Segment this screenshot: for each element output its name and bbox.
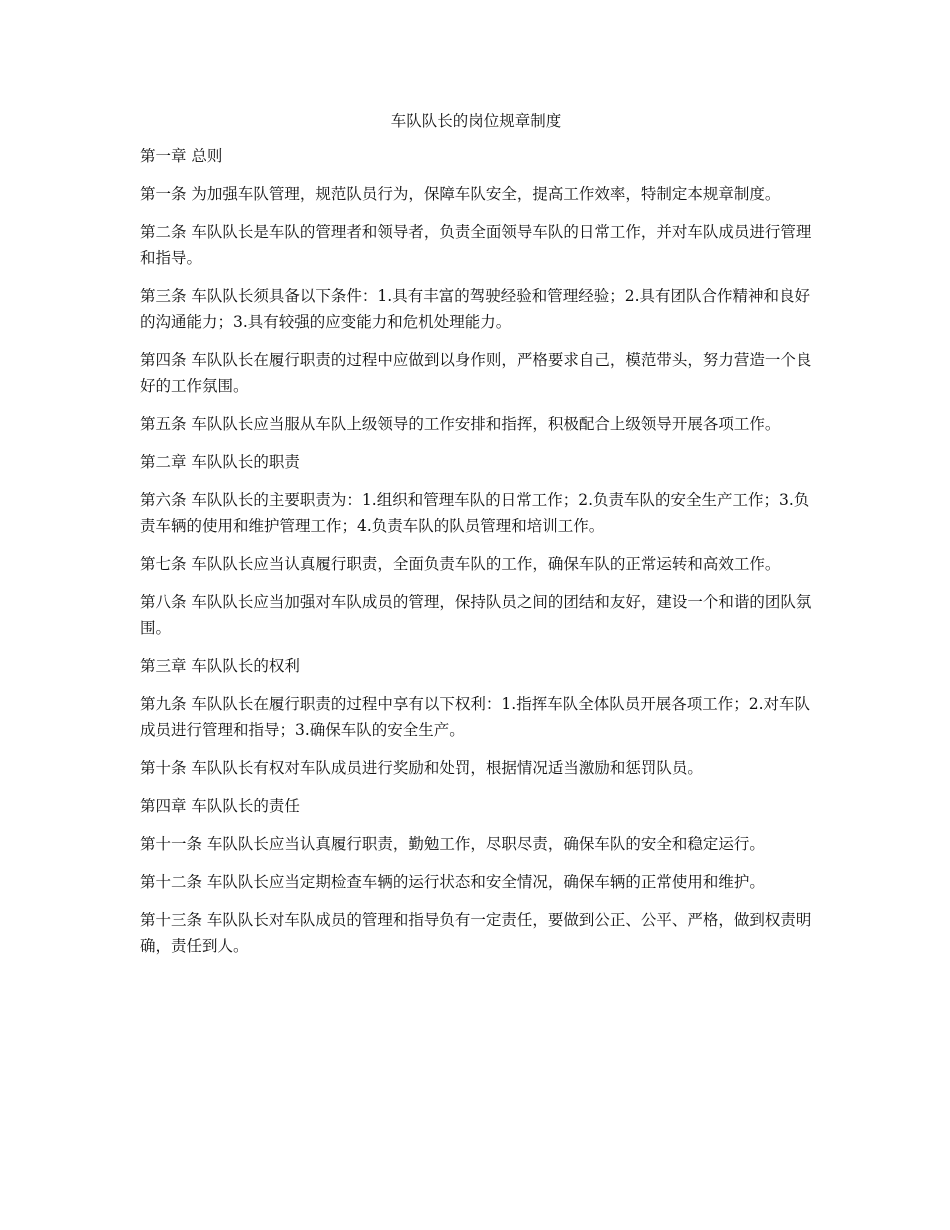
document-page [140,108,812,971]
article-5: 第五条 车队队长应当服从车队上级领导的工作安排和指挥，积极配合上级领导开展各项工作。 [140,415,781,433]
article-3: 第三条 车队队长须具备以下条件：1.具有丰富的驾驶经验和管理经验；2.具有团队合作精神和良好的沟通能力；3.具有较强的应变能力和危机处理能力。 [140,287,811,331]
article-9: 第九条 车队队长在履行职责的过程中享有以下权利：1.指挥车队全体队员开展各项工作；2.对车队成员进行管理和指导；3.确保车队的安全生产。 [140,695,811,739]
article-4: 第四条 车队队长在履行职责的过程中应做到以身作则，严格要求自己，模范带头，努力营造一个良好的工作氛围。 [140,351,812,395]
chapter-heading-4: 第四章 车队队长的责任 [140,797,300,815]
chapter-heading-3: 第三章 车队队长的权利 [140,657,300,675]
article-13: 第十三条 车队队长对车队成员的管理和指导负有一定责任，要做到公正、公平、严格，做到权责明确，责任到人。 [140,911,812,955]
page-title: 车队队长的岗位规章制度 [390,112,562,130]
article-8: 第八条 车队队长应当加强对车队成员的管理，保持队员之间的团结和友好，建设一个和谐的团队氛围。 [140,593,812,637]
chapter-heading-2: 第二章 车队队长的职责 [140,453,300,471]
article-10: 第十条 车队队长有权对车队成员进行奖励和处罚，根据情况适当激励和惩罚队员。 [140,759,703,777]
article-2: 第二条 车队队长是车队的管理者和领导者，负责全面领导车队的日常工作，并对车队成员进行管理和指导。 [140,223,812,267]
article-11: 第十一条 车队队长应当认真履行职责，勤勉工作，尽职尽责，确保车队的安全和稳定运行。 [140,835,765,853]
article-7: 第七条 车队队长应当认真履行职责，全面负责车队的工作，确保车队的正常运转和高效工作。 [140,555,781,573]
article-1: 第一条 为加强车队管理，规范队员行为，保障车队安全，提高工作效率，特制定本规章制度。 [140,185,781,203]
article-6: 第六条 车队队长的主要职责为：1.组织和管理车队的日常工作；2.负责车队的安全生产工作；3.负责车辆的使用和维护管理工作；4.负责车队的队员管理和培训工作。 [140,491,810,535]
chapter-heading-1: 第一章 总则 [140,147,223,165]
article-12: 第十二条 车队队长应当定期检查车辆的运行状态和安全情况，确保车辆的正常使用和维护。 [140,873,765,891]
